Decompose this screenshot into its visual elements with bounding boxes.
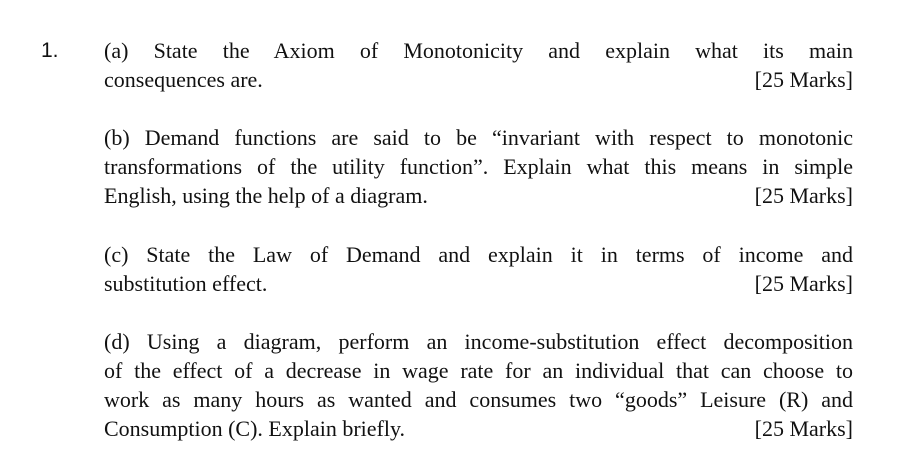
- part-c-text-end: substitution effect.: [104, 271, 268, 296]
- part-a-last-line: [104, 65, 853, 94]
- part-a-marks: [25 Marks]: [754, 67, 853, 92]
- part-c-last-line: [104, 269, 853, 298]
- part-a-line-1: (a) State the Axiom of Monotonicity and explain what its main: [104, 38, 853, 63]
- question-part-a: [104, 36, 853, 94]
- part-c-marks: [25 Marks]: [754, 271, 853, 296]
- part-b-text-end: English, using the help of a diagram.: [104, 183, 428, 208]
- part-c-line-1: (c) State the Law of Demand and explain it in terms of income and: [104, 242, 853, 267]
- question-part-d: [104, 327, 853, 443]
- part-d-line-2: of the effect of a decrease in wage rate for an individual that can choose to: [104, 358, 853, 383]
- part-d-text-end: Consumption (C). Explain briefly.: [104, 416, 406, 441]
- question-part-c: [104, 240, 853, 298]
- part-d-line-3: work as many hours as wanted and consumes two “goods” Leisure (R) and: [104, 387, 853, 412]
- part-b-line-1: (b) Demand functions are said to be “invariant with respect to monotonic: [104, 125, 853, 150]
- part-d-line-1: (d) Using a diagram, perform an income-substitution effect decomposition: [104, 329, 853, 354]
- part-d-last-line: [104, 414, 853, 443]
- question-number: 1.: [41, 39, 59, 62]
- part-b-marks: [25 Marks]: [754, 183, 853, 208]
- part-b-line-2: transformations of the utility function”. Explain what this means in simple: [104, 154, 853, 179]
- part-d-marks: [25 Marks]: [754, 416, 853, 441]
- part-b-last-line: [104, 181, 853, 210]
- question-part-b: [104, 123, 853, 210]
- part-a-text-end: consequences are.: [104, 67, 263, 92]
